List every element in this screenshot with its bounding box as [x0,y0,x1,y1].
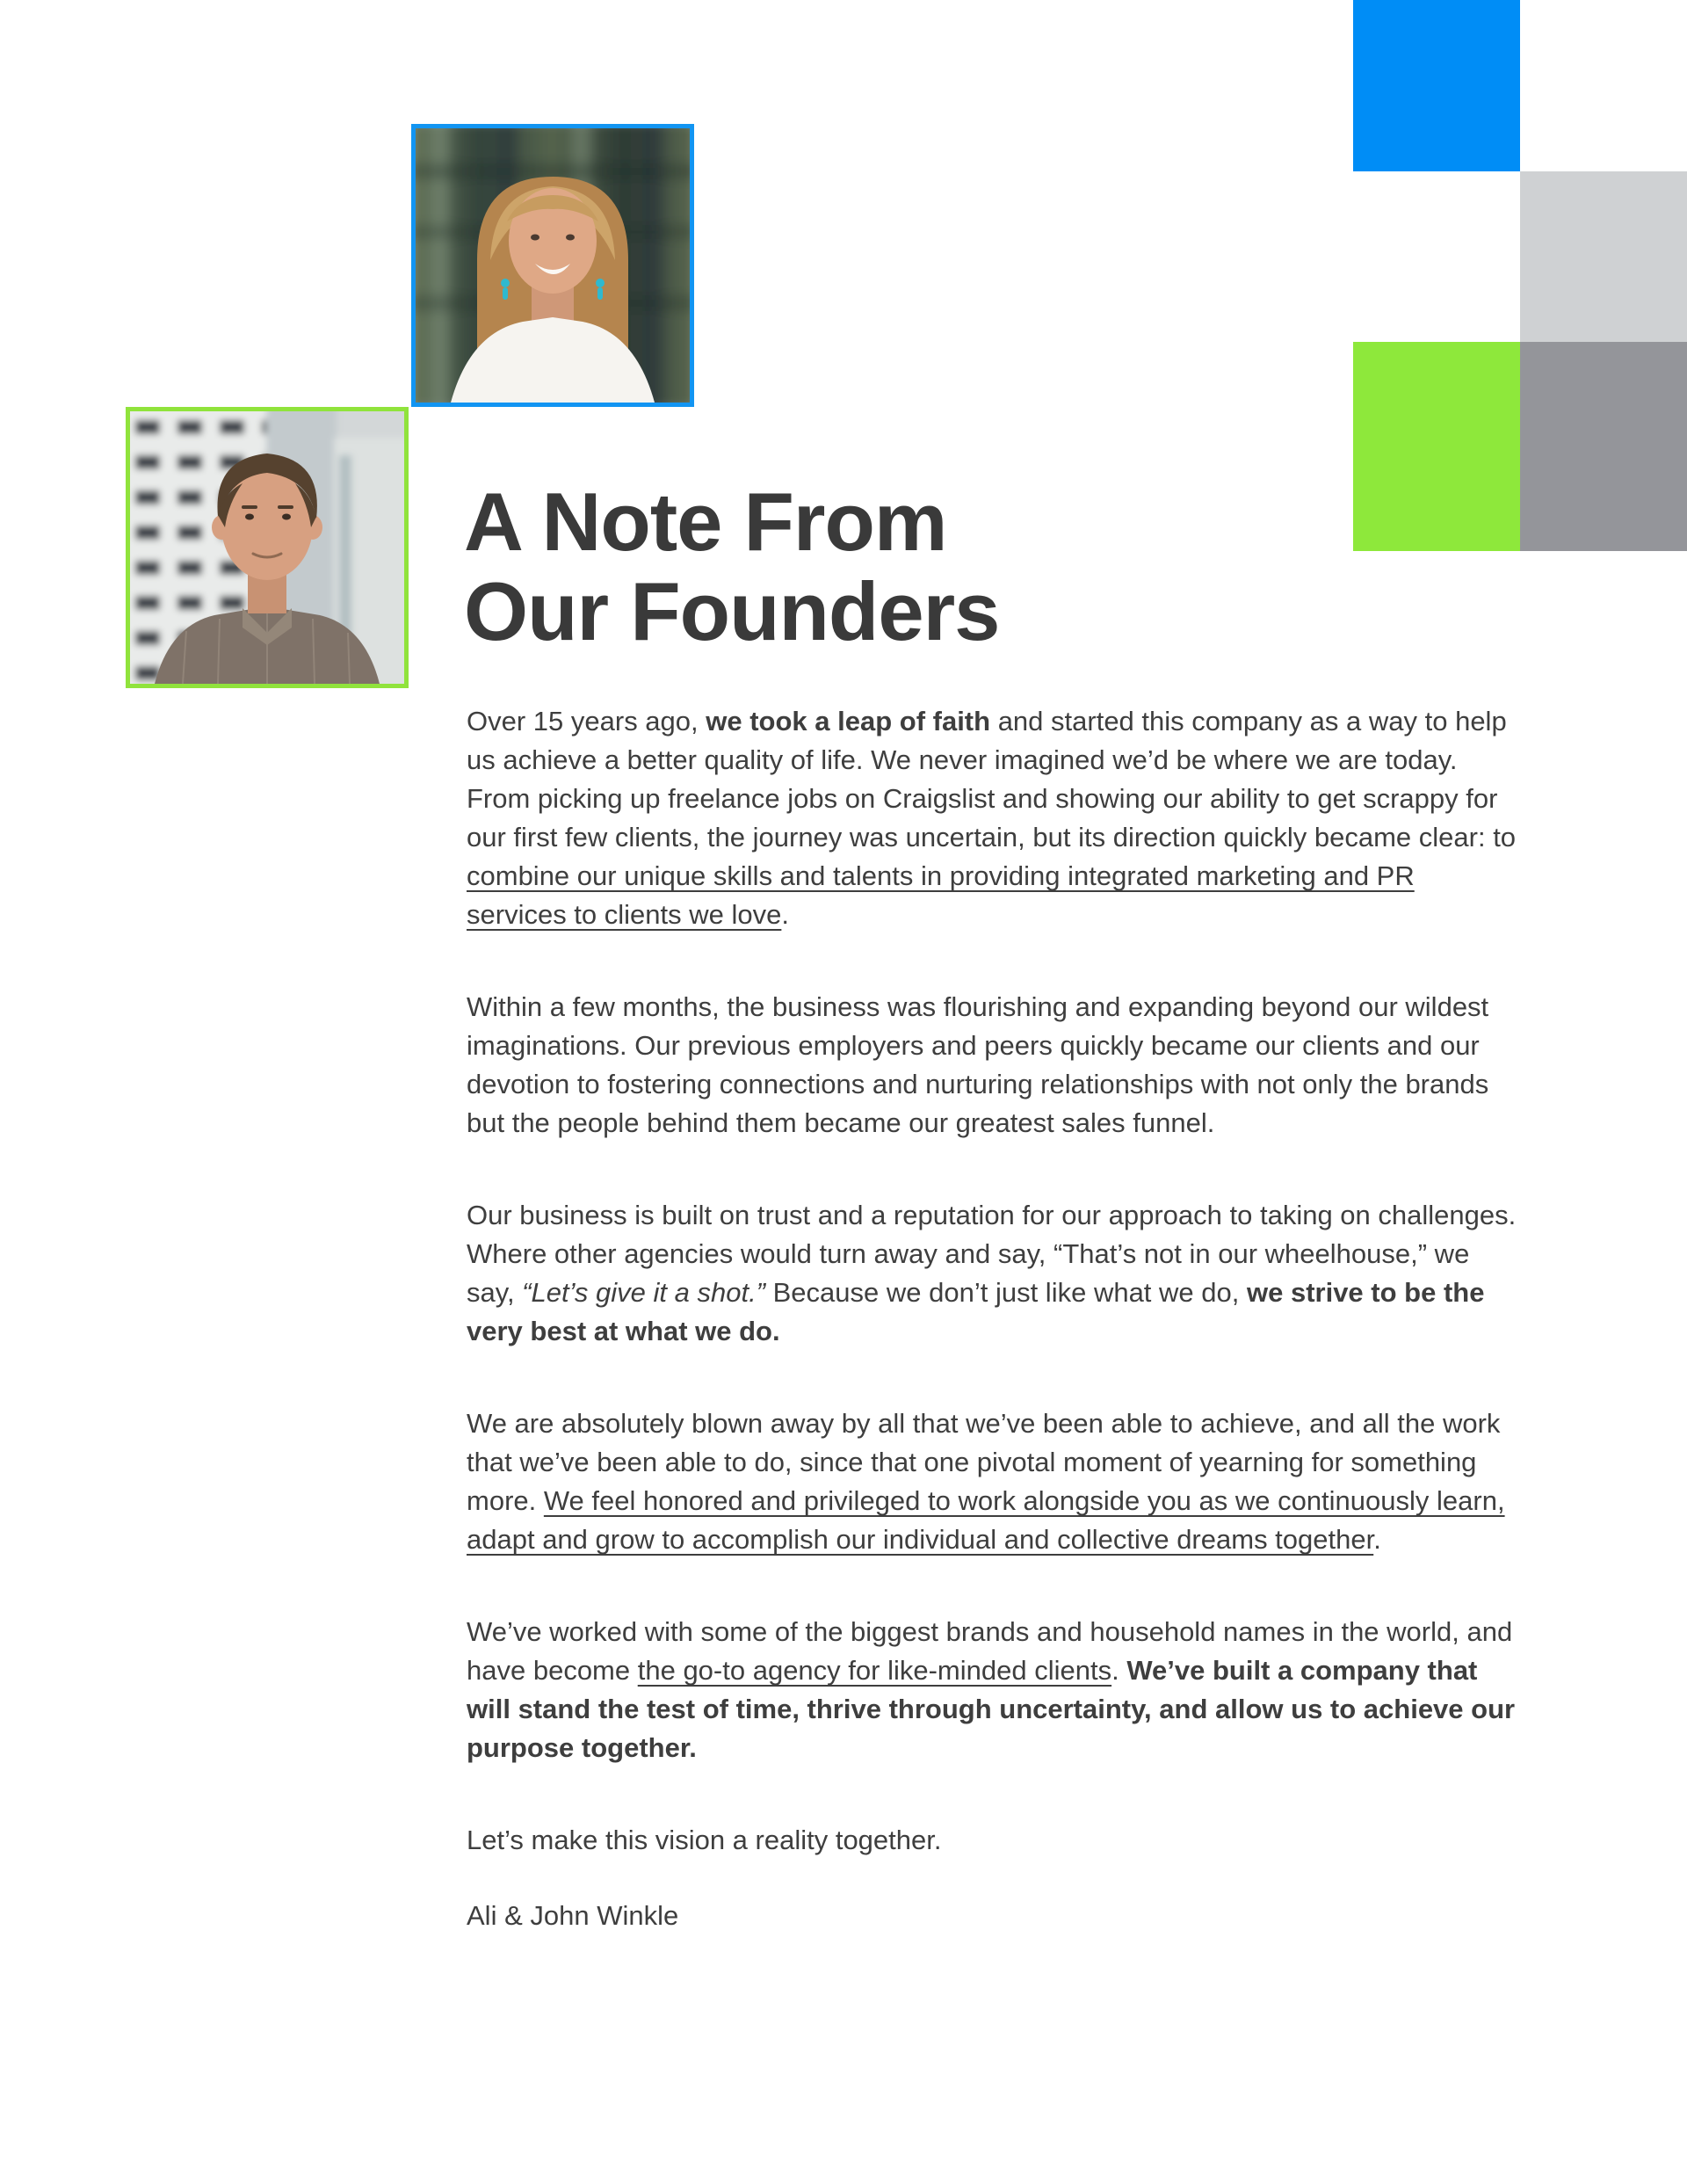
paragraph [467,988,1521,1143]
text-segment: Ali & John Winkle [467,1900,679,1931]
text-segment: We’ve worked with some of the biggest brands and household names in the world, and have become [467,1616,1513,1686]
text-segment: we took a leap of faith [706,706,991,736]
underlined-link-text[interactable]: the go-to agency for like-minded clients [637,1655,1112,1686]
paragraph [467,702,1521,934]
paragraph [467,1613,1521,1767]
text-segment: . [781,899,789,930]
underlined-link-text[interactable]: combine our unique skills and talents in providing integrated marketing and PR services to clients we love [467,860,1415,930]
text-segment: “Let’s give it a shot.” [522,1277,766,1308]
paragraph [467,1196,1521,1351]
underlined-link-text[interactable]: We feel honored and privileged to work alongside you as we continuously learn, adapt and grow to accomplish our individual and collective dreams together [467,1485,1505,1555]
signature [467,1897,1521,1935]
page-title-line-2: Our Founders [464,565,1000,657]
decor-square-dark-gray [1520,342,1687,551]
founder-photo-man [126,407,409,688]
decor-square-blue [1353,0,1520,171]
text-segment: Our business is built on trust and a reputation for our approach to taking on challenges. Where other agencies would turn away and say, “That’s not in our wheelhouse,” we say, [467,1200,1517,1308]
decor-square-light-gray [1520,171,1687,342]
text-segment: we strive to be the very best at what we do. [467,1277,1485,1346]
text-segment: . [1373,1524,1381,1555]
founder-photo-woman [411,124,694,407]
woman-portrait-image [416,128,690,403]
text-segment: Within a few months, the business was flourishing and expanding beyond our wildest imaginations. Our previous employers and peers quickly became our clients and our devotion to fostering connections and nurturing relationships with not only the brands but the people behind them became our greatest sales funnel. [467,991,1489,1138]
man-portrait-image [130,411,404,684]
closing [467,1821,1521,1860]
body-copy [467,702,1521,1935]
text-segment: Let’s make this vision a reality together. [467,1825,942,1855]
page-title-line-1: A Note From [464,475,947,568]
text-segment: We’ve built a company that will stand the test of time, thrive through uncertainty, and allow us to achieve our purpose together. [467,1655,1516,1763]
text-segment: and started this company as a way to help us achieve a better quality of life. We never imagined we’d be where we are today. From picking up freelance jobs on Craigslist and showing our ability to get scrappy for our first few clients, the journey was uncertain, but its direction quickly became clear: to [467,706,1517,853]
text-segment: We are absolutely blown away by all that we’ve been able to achieve, and all the work that we’ve been able to do, since that one pivotal moment of yearning for something more. [467,1408,1501,1516]
text-segment: Over 15 years ago, [467,706,706,736]
page-title [464,477,999,657]
decor-square-green [1353,342,1520,551]
paragraph [467,1404,1521,1559]
text-segment: Because we don’t just like what we do, [765,1277,1247,1308]
text-segment: . [1111,1655,1127,1686]
